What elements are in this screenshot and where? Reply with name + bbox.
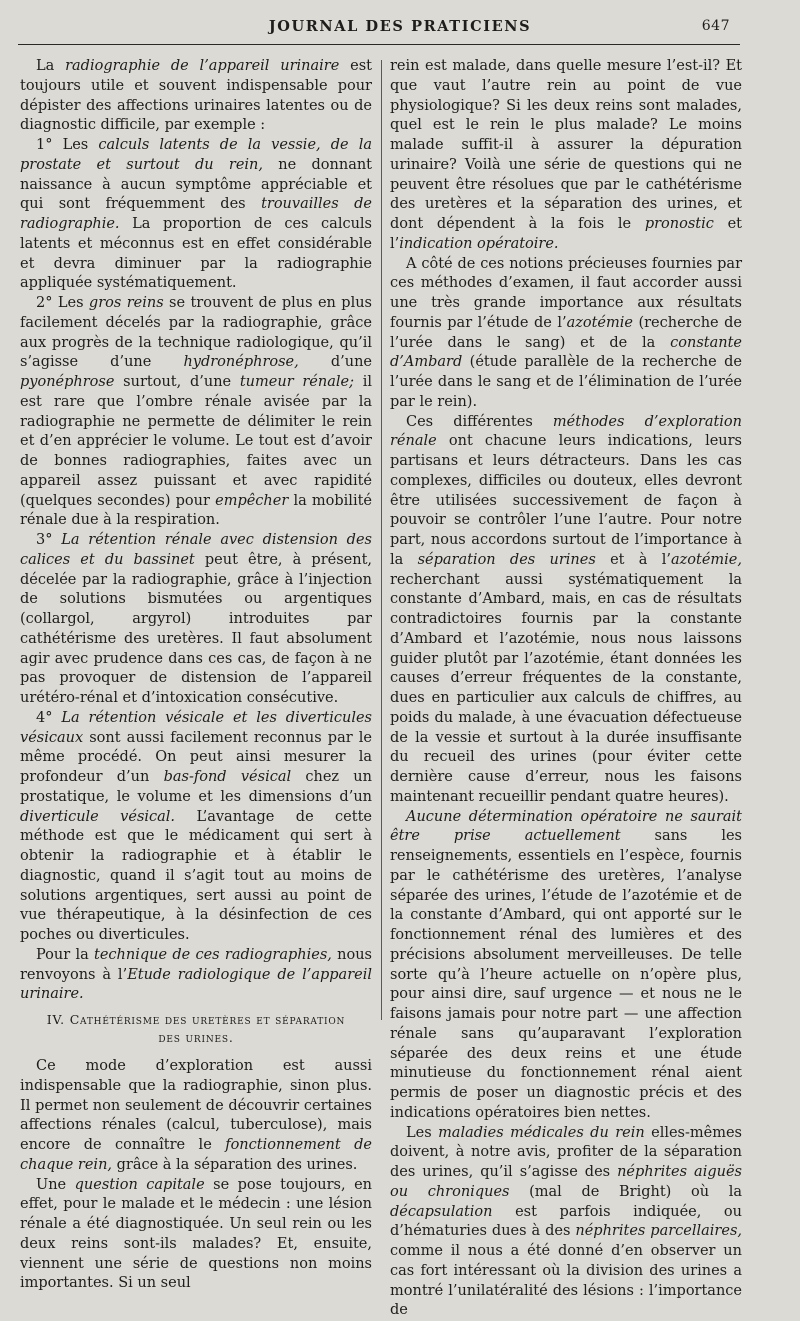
section-heading-line-2: des urines.	[20, 1029, 372, 1047]
running-head	[0, 14, 800, 40]
column-divider	[381, 60, 382, 1020]
section-heading-line-1: IV. Cathétérisme des uretères et séparation	[20, 1011, 372, 1029]
paragraph-calculs-latents: 1° Les calculs latents de la vessie, de la prostate et surtout du rein, ne donnant naissance à aucun symptôme appréciable et qui sont fréquemment des trouvailles de radiographie. La proportion de ces calculs latents et méconnus est en effet considérable et devra diminuer par la radiographie appliquée systématiquement.	[20, 136, 372, 294]
paragraph-gros-reins: 2° Les gros reins se trouvent de plus en plus facilement décelés par la radiographie, grâce aux progrès de la technique radiologique, qu’il s’agisse d’une hydronéphrose, d’une pyonéphrose surtout, d’une tumeur rénale; il est rare que l’ombre rénale avisée par la radiographie ne permette de délimiter le rein et d’en apprécier le volume. Le tout est d’avoir de bonnes radiographies, faites avec un appareil assez puissant et avec rapidité (quelques secondes) pour empêcher la mobilité rénale due à la respiration.	[20, 294, 372, 531]
paragraph-azotemie: A côté de ces notions précieuses fournies par ces méthodes d’examen, il faut accorder aussi une très grande importance aux résultats fournis par l’étude de l’azotémie (recherche de l’urée dans le sang) et de la constante d’Ambard (étude parallèle de la recherche de l’urée dans le sang et de l’élimination de l’urée par le rein).	[390, 255, 742, 413]
paragraph-maladies-medicales: Les maladies médicales du rein elles-mêmes doivent, à notre avis, profiter de la séparation des urines, qu’il s’agisse des néphrites aiguës ou chroniques (mal de Bright) où la décapsulation est parfois indiquée, ou d’hématuries dues à des néphrites parcellaires, comme il nous a été donné d’en observer un cas fort intéressant où la division des urines a montré l’unilatéralité des lésions : l’importance de	[390, 1124, 742, 1321]
paragraph-retention-vesicale: 4° La rétention vésicale et les diverticules vésicaux sont aussi facilement reconnus par le même procédé. On peut ainsi mesurer la profondeur d’un bas-fond vésical chez un prostatique, le volume et les dimensions d’un diverticule vésical. L’avantage de cette méthode est que le médicament qui sert à obtenir la radiographie et à établir le diagnostic, quand il s’agit tout au moins de solutions argentiques, sert aussi au point de vue thérapeutique, à la désinfection de ces poches ou diverticules.	[20, 709, 372, 946]
right-column	[390, 57, 742, 1062]
paragraph-radiographie-intro: La radiographie de l’appareil urinaire est toujours utile et souvent indispensable pour dépister des affections urinaires latentes ou de diagnostic difficile, par exemple :	[20, 57, 372, 136]
paragraph-methodes-exploration: Ces différentes méthodes d’exploration rénale ont chacune leurs indications, leurs partisans et leurs détracteurs. Dans les cas complexes, difficiles ou douteux, elles devront être utilisées successivement de façon à pouvoir se contrôler l’une l’autre. Pour notre part, nous accordons surtout de l’importance à la séparation des urines et à l’azotémie, recherchant aussi systématiquement la constante d’Ambard, mais, en cas de résultats contradictoires fournis par la constante d’Ambard et l’azotémie, nous nous laissons guider plutôt par l’azotémie, étant données les causes d’erreur fréquentes de la constante, dues en particulier aux calculs de chiffres, au poids du malade, à une évacuation défectueuse de la vessie et surtout à la durée insuffisante du recueil des urines (pour éviter cette dernière cause d’erreur, nous les faisons maintenant recueillir pendant quatre heures).	[390, 413, 742, 808]
left-column	[20, 57, 372, 1062]
journal-title: JOURNAL DES PRATICIENS	[0, 18, 800, 35]
paragraph-retention-renale: 3° La rétention rénale avec distension des calices et du bassinet peut être, à présent, décelée par la radiographie, grâce à l’injection de solutions bismutées ou argentiques (collargol, argyrol) introduites par cathétérisme des uretères. Il faut absolument agir avec prudence dans ces cas, de façon à ne pas provoquer de distension de l’appareil urétéro-rénal et d’intoxication consécutive.	[20, 531, 372, 709]
page-number: 647	[702, 18, 730, 34]
section-heading-iv	[20, 1011, 372, 1047]
header-rule	[18, 44, 740, 45]
paragraph-determination-operatoire: Aucune détermination opératoire ne saurait être prise actuellement sans les renseignements, essentiels en l’espèce, fournis par le cathétérisme des uretères, l’analyse séparée des urines, l’étude de l’azotémie et de la constante d’Ambard, qui ont apporté sur le fonctionnement rénal des lumières et des précisions absolument merveilleuses. De telle sorte qu’à l’heure actuelle on n’opère plus, pour ainsi dire, sauf urgence — et nous ne le faisons jamais pour notre part — une affection rénale sans qu’auparavant l’exploration séparée des deux reins et une étude minutieuse du fonctionnement rénal aient permis de poser un diagnostic précis et des indications opératoires bien nettes.	[390, 808, 742, 1124]
paragraph-mode-exploration: Ce mode d’exploration est aussi indispensable que la radiographie, sinon plus. Il permet non seulement de découvrir certaines affections rénales (calcul, tuberculose), mais encore de connaître le fonctionnement de chaque rein, grâce à la séparation des urines.	[20, 1057, 372, 1176]
paragraph-rein-malade: rein est malade, dans quelle mesure l’est-il? Et que vaut l’autre rein au point de vue physiologique? Si les deux reins sont malades, quel est le rein le plus malade? Le moins malade suffit-il à assurer la dépuration urinaire? Voilà une série de questions qui ne peuvent être résolues que par le cathétérisme des uretères et la séparation des urines, et dont dépendent à la fois le pronostic et l’indication opératoire.	[390, 57, 742, 255]
paragraph-technique: Pour la technique de ces radiographies, nous renvoyons à l’Etude radiologique de l’appareil urinaire.	[20, 946, 372, 1005]
paragraph-question-capitale: Une question capitale se pose toujours, en effet, pour le malade et le médecin : une lésion rénale a été diagnostiquée. Un seul rein ou les deux reins sont-ils malades? Et, ensuite, viennent une série de questions non moins importantes. Si un seul	[20, 1176, 372, 1295]
